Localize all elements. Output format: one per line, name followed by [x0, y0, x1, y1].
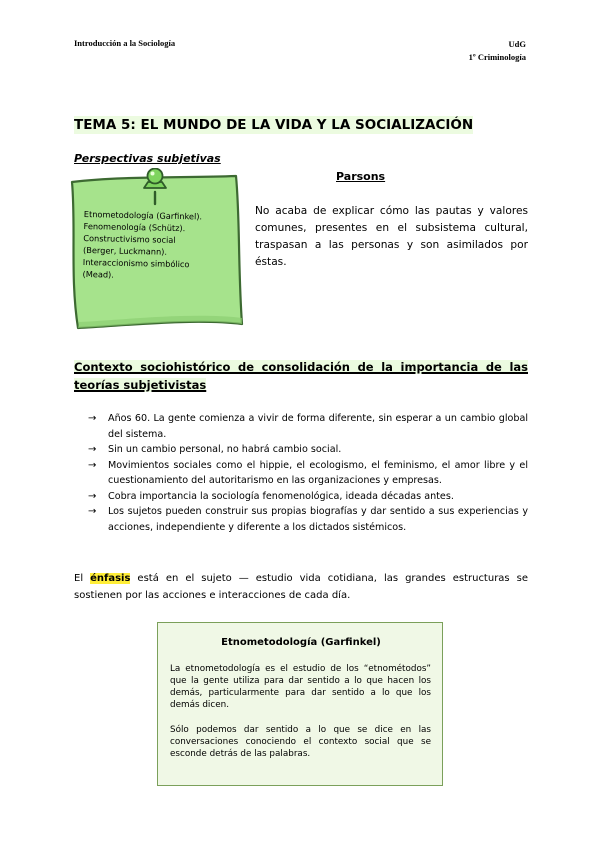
header-institution: [469, 38, 526, 64]
note-line: Fenomenología (Schütz).: [83, 220, 186, 234]
list-item: [88, 442, 528, 458]
section-title-text: Contexto sociohistórico de consolidación de la importancia de las teorías subjetivistas: [74, 360, 528, 392]
subtitle: Perspectivas subjetivas: [74, 152, 221, 165]
sticky-note-text: [82, 208, 248, 283]
box-title: Etnometodología (Garfinkel): [221, 637, 381, 648]
note-line: Constructivismo social: [83, 232, 176, 245]
list-item: [88, 411, 528, 442]
header-course: Introducción a la Sociología: [74, 38, 176, 48]
bullet-list: [88, 411, 528, 535]
list-item: [88, 458, 528, 489]
note-line: Interaccionismo simbólico: [82, 256, 190, 270]
paragraph-start: El: [74, 573, 91, 584]
parsons-text: No acaba de explicar cómo las pautas y valores comunes, presentes en el subsistema cultural, traspasan a las personas y son asimilados por éstas.: [255, 205, 528, 268]
list-item-text: Años 60. La gente comienza a vivir de forma diferente, sin esperar a un cambio global del sistema.: [108, 413, 528, 440]
list-item: [88, 504, 528, 535]
arrow-icon: →: [88, 490, 97, 502]
note-line: Etnometodología (Garfinkel).: [83, 208, 203, 222]
paragraph-rest: está en el sujeto — estudio vida cotidiana, las grandes estructuras se sostienen por las acciones e interacciones de cada día.: [74, 573, 528, 601]
header-university: UdG: [508, 39, 526, 49]
list-item: [88, 489, 528, 505]
note-line: (Mead).: [82, 268, 115, 280]
list-item-text: Los sujetos pueden construir sus propias biografías y dar sentido a sus experiencias y acciones, independiente y diferente a los dictados sistémicos.: [108, 506, 528, 533]
box-paragraph-1: La etnometodología es el estudio de los “etnométodos” que la gente utiliza para dar sentido a lo que hacen los demás, particularmente para dar sentido a lo que los demás dicen.: [170, 664, 431, 710]
list-item-text: Cobra importancia la sociología fenomenológica, ideada décadas antes.: [108, 490, 454, 502]
box-paragraph-2: Sólo podemos dar sentido a lo que se dice en las conversaciones conociendo el contexto social que se esconde detrás de las palabras.: [170, 725, 431, 759]
arrow-icon: →: [88, 413, 97, 424]
list-item-text: Sin un cambio personal, no habrá cambio social.: [108, 444, 342, 455]
arrow-icon: →: [88, 459, 97, 471]
list-item-text: Movimientos sociales como el hippie, el ecologismo, el feminismo, el amor libre y el cuestionamiento del autoritarismo en las organizaciones y empresas.: [108, 459, 528, 486]
parsons-heading: Parsons: [336, 170, 386, 183]
ethnomethodology-box: [157, 622, 443, 786]
emphasis-paragraph: [74, 570, 528, 604]
header-degree: 1º Criminología: [468, 52, 526, 62]
page-title: TEMA 5: EL MUNDO DE LA VIDA Y LA SOCIALIZACIÓN: [74, 117, 474, 133]
section-title: [74, 358, 528, 394]
arrow-icon: →: [88, 444, 97, 455]
highlighted-word: énfasis: [90, 573, 131, 584]
arrow-icon: →: [88, 506, 97, 517]
note-line: (Berger, Luckmann).: [83, 244, 168, 257]
